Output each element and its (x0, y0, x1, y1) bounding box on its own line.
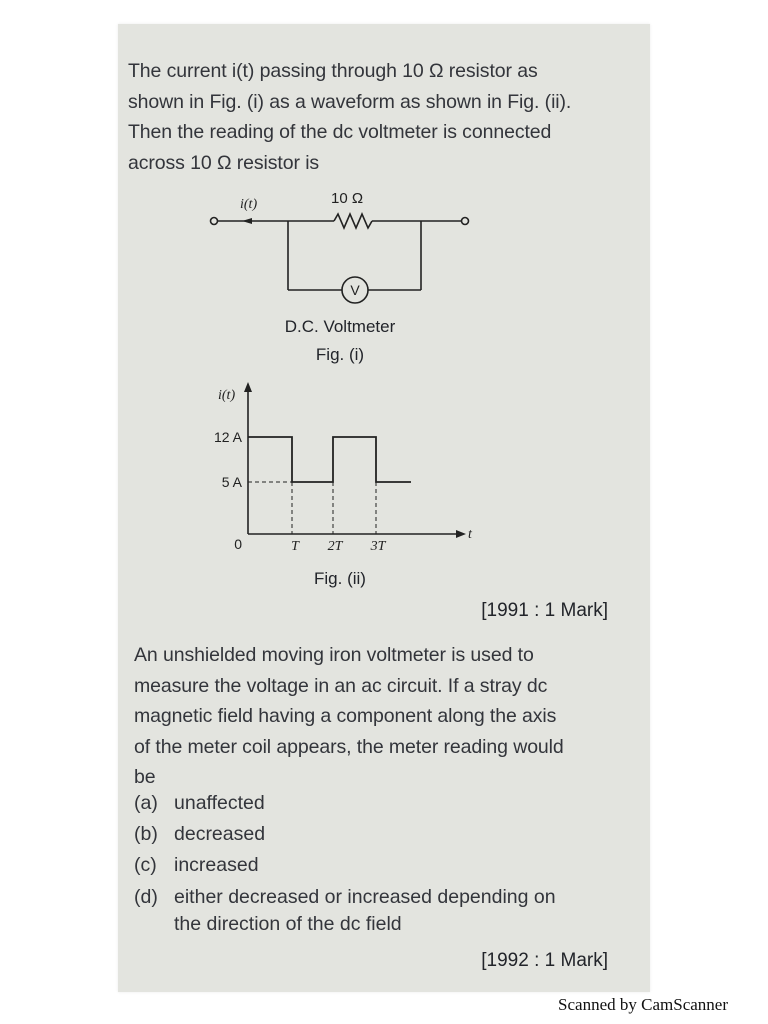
text-line: The current i(t) passing through 10 Ω resistor as (128, 60, 538, 82)
text-line: of the meter coil appears, the meter reading would (134, 735, 564, 758)
y-tick-label: 12 A (213, 429, 242, 445)
text-line: be (134, 766, 156, 788)
text-line: measure the voltage in an ac circuit. If a stray dc (134, 674, 548, 697)
text-line: magnetic field having a component along the axis (134, 705, 557, 727)
text-line: Then the reading of the dc voltmeter is connected (128, 121, 552, 143)
option-key: (c) (134, 854, 157, 876)
current-label: i(t) (240, 197, 258, 212)
x-tick-label: 2T (327, 539, 343, 554)
question-1-mark: [1991 : 1 Mark] (481, 600, 608, 621)
y-tick-label: 5 A (221, 474, 242, 490)
fig-1-caption: Fig. (i) (315, 345, 365, 364)
y-axis-label: i(t) (218, 388, 236, 403)
option-key: (a) (134, 792, 158, 814)
scanner-watermark: Scanned by CamScanner (558, 995, 728, 1014)
option-key: (d) (134, 886, 158, 908)
option-key: (b) (134, 823, 158, 845)
option-text: increased (174, 854, 259, 876)
option-text: unaffected (174, 792, 265, 814)
option-text: decreased (174, 823, 266, 845)
x-tick-label: 3T (370, 539, 386, 554)
x-tick-label: T (291, 539, 299, 554)
text-line: An unshielded moving iron voltmeter is used to (134, 644, 534, 666)
y-arrow-icon (244, 382, 252, 392)
x-arrow-icon (456, 530, 466, 538)
option-text: either decreased or increased depending on (174, 886, 556, 908)
question-2-text (134, 640, 634, 793)
waveform-plot (118, 24, 650, 604)
waveform-line (248, 437, 411, 482)
book-page (118, 24, 650, 992)
text-line: across 10 Ω resistor is (128, 151, 320, 174)
option-text-continued: the direction of the dc field (174, 913, 402, 935)
origin-label: 0 (234, 536, 242, 552)
question-2-mark: [1992 : 1 Mark] (481, 950, 608, 971)
x-axis-label: t (468, 527, 472, 542)
voltmeter-label: D.C. Voltmeter (284, 317, 396, 336)
resistor-label: 10 Ω (331, 190, 364, 207)
text-line: shown in Fig. (i) as a waveform as shown in Fig. (ii). (128, 90, 572, 113)
voltmeter-letter: V (350, 282, 360, 298)
fig-2-caption: Fig. (ii) (314, 569, 366, 588)
